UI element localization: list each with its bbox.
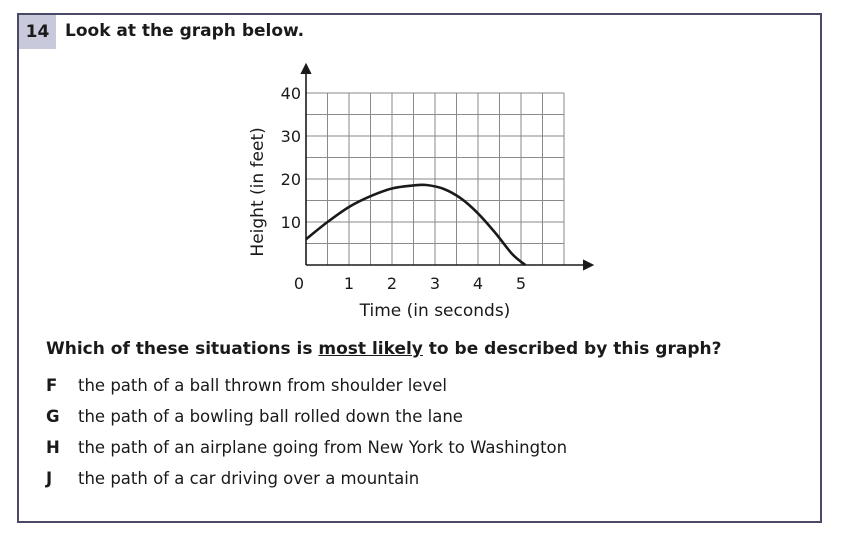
y-tick-label: 40 [280, 84, 301, 103]
answer-choices [46, 376, 567, 500]
choice-letter: H [46, 438, 60, 457]
prompt-emphasis: most likely [318, 339, 423, 359]
prompt-text-end: to be described by this graph? [422, 339, 722, 359]
choice-h[interactable] [46, 438, 567, 469]
x-tick-label: 5 [515, 274, 527, 293]
x-axis-label: Time (in seconds) [359, 301, 511, 321]
choice-letter: G [46, 407, 60, 426]
x-tick-label: 0 [293, 274, 305, 293]
y-tick-label: 10 [280, 213, 301, 232]
choice-text: the path of an airplane going from New York to Washington [78, 438, 568, 457]
y-axis-label: Height (in feet) [248, 127, 268, 257]
choice-text: the path of a bowling ball rolled down the lane [78, 407, 463, 426]
question-prompt [46, 339, 721, 359]
question-title: Look at the graph below. [65, 21, 305, 41]
choice-letter: J [46, 469, 53, 488]
prompt-text-start: Which of these situations is [46, 339, 319, 359]
choice-j[interactable] [46, 469, 567, 500]
choice-letter: F [46, 376, 58, 395]
height-time-chart [220, 62, 600, 327]
choice-g[interactable] [46, 407, 567, 438]
question-number: 14 [19, 15, 56, 49]
x-tick-label: 1 [343, 274, 355, 293]
choice-text: the path of a ball thrown from shoulder level [78, 376, 447, 395]
y-tick-label: 30 [280, 127, 301, 146]
choice-text: the path of a car driving over a mountain [78, 469, 420, 488]
height-curve [306, 185, 525, 265]
choice-f[interactable] [46, 376, 567, 407]
y-tick-label: 20 [280, 170, 301, 189]
x-tick-label: 3 [429, 274, 441, 293]
x-tick-label: 2 [386, 274, 398, 293]
x-tick-label: 4 [472, 274, 484, 293]
